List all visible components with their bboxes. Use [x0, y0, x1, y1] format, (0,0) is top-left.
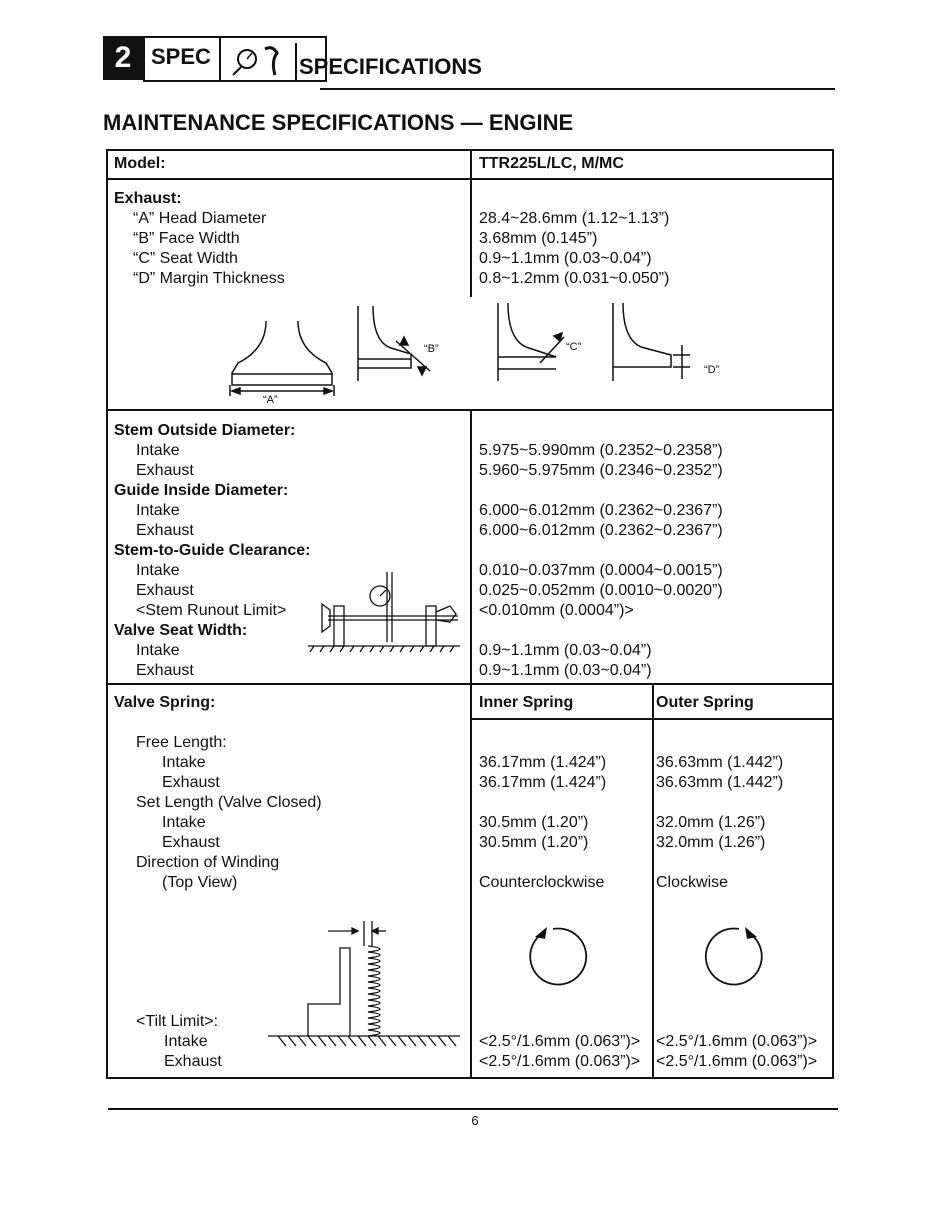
- margin-thickness-value: 0.8~1.2mm (0.031~0.050”): [479, 270, 670, 287]
- tilt-exhaust-inner: <2.5°/1.6mm (0.063”)>: [479, 1053, 641, 1070]
- free-exhaust-outer: 36.63mm (1.442”): [656, 774, 784, 791]
- outer-spring-header: Outer Spring: [656, 694, 754, 711]
- guide-id-exhaust-label: Exhaust: [136, 522, 194, 539]
- stem-od-exhaust-value: 5.960~5.975mm (0.2346~0.2352”): [479, 462, 723, 479]
- set-exhaust-label: Exhaust: [162, 834, 220, 851]
- set-intake-outer: 32.0mm (1.26”): [656, 814, 766, 831]
- clearance-intake-label: Intake: [136, 562, 180, 579]
- tilt-intake-label: Intake: [164, 1033, 208, 1050]
- tilt-exhaust-outer: <2.5°/1.6mm (0.063”)>: [656, 1053, 818, 1070]
- exhaust-heading: Exhaust:: [114, 190, 182, 207]
- winding-inner: Counterclockwise: [479, 874, 605, 891]
- set-intake-inner: 30.5mm (1.20”): [479, 814, 589, 831]
- diagram-label-d: “D”: [704, 364, 720, 376]
- free-intake-inner: 36.17mm (1.424”): [479, 754, 607, 771]
- diagram-label-c: “C”: [566, 341, 582, 353]
- chapter-tag: SPEC: [151, 44, 211, 69]
- header-rule: [320, 88, 835, 90]
- stem-od-intake-value: 5.975~5.990mm (0.2352~0.2358”): [479, 442, 723, 459]
- model-value: TTR225L/LC, M/MC: [479, 155, 624, 172]
- guide-id-intake-label: Intake: [136, 502, 180, 519]
- valve-head-diagram: [230, 321, 334, 396]
- spec-table: [106, 149, 834, 1079]
- free-length-label: Free Length:: [136, 734, 227, 751]
- seat-width-value: 0.9~1.1mm (0.03~0.04”): [479, 250, 652, 267]
- stem-od-exhaust-label: Exhaust: [136, 462, 194, 479]
- set-length-label: Set Length (Valve Closed): [136, 794, 322, 811]
- page-number: 6: [471, 1113, 479, 1128]
- free-exhaust-label: Exhaust: [162, 774, 220, 791]
- chapter-number: 2: [103, 36, 143, 80]
- clockwise-arrow-icon: [693, 919, 783, 999]
- seat-width-intake-value: 0.9~1.1mm (0.03~0.04”): [479, 642, 652, 659]
- clearance-exhaust-value: 0.025~0.052mm (0.0010~0.0020”): [479, 582, 723, 599]
- face-width-label: “B” Face Width: [133, 230, 240, 247]
- seat-width-heading: Valve Seat Width:: [114, 622, 248, 639]
- seat-width-exhaust-label: Exhaust: [136, 662, 194, 679]
- guide-id-intake-value: 6.000~6.012mm (0.2362~0.2367”): [479, 502, 723, 519]
- face-width-diagram: [358, 306, 430, 381]
- diagram-label-a: “A”: [263, 394, 278, 406]
- section-title: MAINTENANCE SPECIFICATIONS — ENGINE: [103, 110, 574, 135]
- head-diameter-value: 28.4~28.6mm (1.12~1.13”): [479, 210, 670, 227]
- clearance-intake-value: 0.010~0.037mm (0.0004~0.0015”): [479, 562, 723, 579]
- margin-thickness-label: “D” Margin Thickness: [133, 270, 285, 287]
- model-label: Model:: [114, 155, 166, 172]
- top-view-label: (Top View): [162, 874, 238, 891]
- set-exhaust-inner: 30.5mm (1.20”): [479, 834, 589, 851]
- face-width-value: 3.68mm (0.145”): [479, 230, 598, 247]
- runout-gauge-diagram: [308, 566, 468, 666]
- winding-outer: Clockwise: [656, 874, 729, 891]
- valve-dimension-diagram: [218, 301, 738, 411]
- tilt-intake-outer: <2.5°/1.6mm (0.063”)>: [656, 1033, 818, 1050]
- diagram-label-b: “B”: [424, 343, 439, 355]
- head-diameter-label: “A” Head Diameter: [133, 210, 267, 227]
- free-exhaust-inner: 36.17mm (1.424”): [479, 774, 607, 791]
- guide-id-exhaust-value: 6.000~6.012mm (0.2362~0.2367”): [479, 522, 723, 539]
- set-intake-label: Intake: [162, 814, 206, 831]
- runout-value: <0.010mm (0.0004”)>: [479, 602, 634, 619]
- tilt-intake-inner: <2.5°/1.6mm (0.063”)>: [479, 1033, 641, 1050]
- seat-width-diagram: [498, 303, 564, 381]
- valve-spring-heading: Valve Spring:: [114, 694, 216, 711]
- set-exhaust-outer: 32.0mm (1.26”): [656, 834, 766, 851]
- seat-width-exhaust-value: 0.9~1.1mm (0.03~0.04”): [479, 662, 652, 679]
- seat-width-label: “C” Seat Width: [133, 250, 238, 267]
- guide-id-heading: Guide Inside Diameter:: [114, 482, 289, 499]
- tilt-label: <Tilt Limit>:: [136, 1013, 219, 1030]
- spring-tilt-diagram: [268, 916, 468, 1056]
- free-intake-label: Intake: [162, 754, 206, 771]
- stem-od-intake-label: Intake: [136, 442, 180, 459]
- winding-label: Direction of Winding: [136, 854, 280, 871]
- counterclockwise-arrow-icon: [513, 919, 603, 999]
- runout-label: <Stem Runout Limit>: [136, 602, 287, 619]
- chapter-title: SPECIFICATIONS: [299, 54, 482, 79]
- seat-width-intake-label: Intake: [136, 642, 180, 659]
- clearance-heading: Stem-to-Guide Clearance:: [114, 542, 311, 559]
- clearance-exhaust-label: Exhaust: [136, 582, 194, 599]
- free-intake-outer: 36.63mm (1.442”): [656, 754, 784, 771]
- tilt-exhaust-label: Exhaust: [164, 1053, 222, 1070]
- stem-od-heading: Stem Outside Diameter:: [114, 422, 296, 439]
- inner-spring-header: Inner Spring: [479, 694, 574, 711]
- footer-rule: [108, 1108, 838, 1110]
- margin-thickness-diagram: [613, 303, 690, 381]
